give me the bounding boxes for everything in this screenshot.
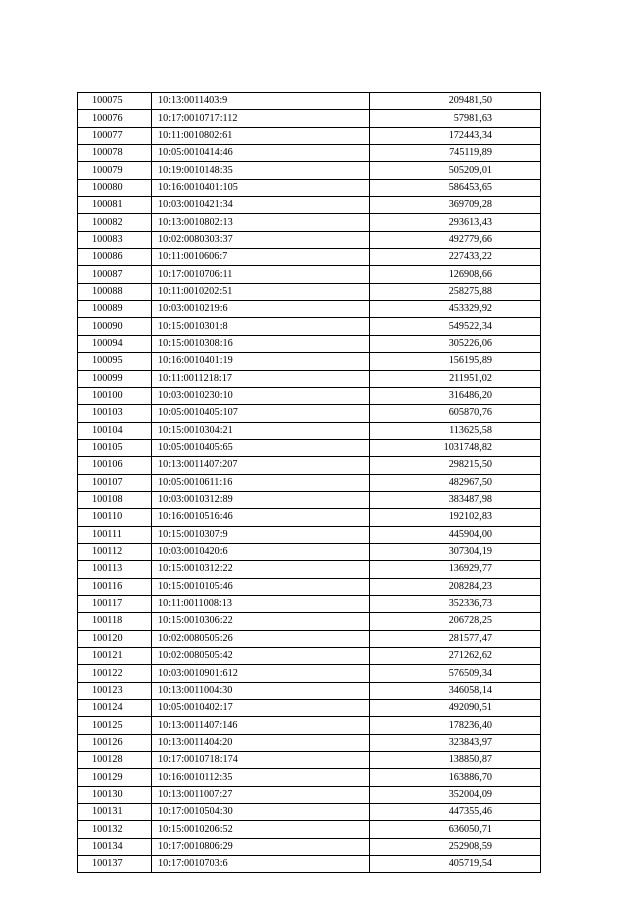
record-id-cell: 100094 xyxy=(78,335,152,352)
amount-cell: 549522,34 xyxy=(370,318,541,335)
record-id-cell: 100113 xyxy=(78,561,152,578)
record-id-cell: 100089 xyxy=(78,301,152,318)
table-row xyxy=(78,509,541,526)
table-row xyxy=(78,838,541,855)
amount-cell: 208284,23 xyxy=(370,578,541,595)
amount-cell: 307304,19 xyxy=(370,543,541,560)
table-row xyxy=(78,613,541,630)
table-row xyxy=(78,301,541,318)
record-id-cell: 100130 xyxy=(78,786,152,803)
amount-cell: 352004,09 xyxy=(370,786,541,803)
cadastral-number-cell: 10:15:0010206:52 xyxy=(152,821,370,838)
cadastral-number-cell: 10:15:0010308:16 xyxy=(152,335,370,352)
table-row xyxy=(78,578,541,595)
cadastral-number-cell: 10:17:0010703:6 xyxy=(152,856,370,873)
record-id-cell: 100075 xyxy=(78,93,152,110)
amount-cell: 323843,97 xyxy=(370,734,541,751)
amount-cell: 163886,70 xyxy=(370,769,541,786)
cadastral-number-cell: 10:03:0010420:6 xyxy=(152,543,370,560)
cadastral-number-cell: 10:03:0010312:89 xyxy=(152,491,370,508)
table-row xyxy=(78,595,541,612)
record-id-cell: 100080 xyxy=(78,179,152,196)
cadastral-number-cell: 10:05:0010405:65 xyxy=(152,439,370,456)
table-row xyxy=(78,491,541,508)
amount-cell: 482967,50 xyxy=(370,474,541,491)
amount-cell: 505209,01 xyxy=(370,162,541,179)
record-id-cell: 100118 xyxy=(78,613,152,630)
cadastral-number-cell: 10:13:0011404:20 xyxy=(152,734,370,751)
cadastral-number-cell: 10:03:0010421:34 xyxy=(152,197,370,214)
document-page xyxy=(77,92,541,873)
table-row xyxy=(78,752,541,769)
table-row xyxy=(78,145,541,162)
table-row xyxy=(78,405,541,422)
amount-cell: 178236,40 xyxy=(370,717,541,734)
table-row xyxy=(78,734,541,751)
table-row xyxy=(78,665,541,682)
cadastral-number-cell: 10:05:0010414:46 xyxy=(152,145,370,162)
cadastral-number-cell: 10:15:0010306:22 xyxy=(152,613,370,630)
table-row xyxy=(78,127,541,144)
record-id-cell: 100123 xyxy=(78,682,152,699)
cadastral-number-cell: 10:11:0011008:13 xyxy=(152,595,370,612)
amount-cell: 346058,14 xyxy=(370,682,541,699)
table-row xyxy=(78,266,541,283)
record-id-cell: 100131 xyxy=(78,804,152,821)
cadastral-number-cell: 10:03:0010230:10 xyxy=(152,387,370,404)
record-id-cell: 100105 xyxy=(78,439,152,456)
table-row xyxy=(78,93,541,110)
table-row xyxy=(78,630,541,647)
table-row xyxy=(78,335,541,352)
amount-cell: 298215,50 xyxy=(370,457,541,474)
cadastral-number-cell: 10:15:0010312:22 xyxy=(152,561,370,578)
amount-cell: 57981,63 xyxy=(370,110,541,127)
record-id-cell: 100121 xyxy=(78,648,152,665)
amount-cell: 172443,34 xyxy=(370,127,541,144)
table-row xyxy=(78,110,541,127)
table-row xyxy=(78,821,541,838)
table-row xyxy=(78,249,541,266)
cadastral-number-cell: 10:05:0010405:107 xyxy=(152,405,370,422)
amount-cell: 605870,76 xyxy=(370,405,541,422)
table-row xyxy=(78,439,541,456)
cadastral-number-cell: 10:13:0011407:146 xyxy=(152,717,370,734)
record-id-cell: 100110 xyxy=(78,509,152,526)
amount-cell: 113625,58 xyxy=(370,422,541,439)
record-id-cell: 100137 xyxy=(78,856,152,873)
record-id-cell: 100087 xyxy=(78,266,152,283)
amount-cell: 447355,46 xyxy=(370,804,541,821)
table-row xyxy=(78,197,541,214)
cadastral-number-cell: 10:11:0010802:61 xyxy=(152,127,370,144)
amount-cell: 316486,20 xyxy=(370,387,541,404)
record-id-cell: 100112 xyxy=(78,543,152,560)
data-table xyxy=(77,92,541,873)
table-row xyxy=(78,526,541,543)
table-row xyxy=(78,387,541,404)
record-id-cell: 100117 xyxy=(78,595,152,612)
record-id-cell: 100100 xyxy=(78,387,152,404)
record-id-cell: 100083 xyxy=(78,231,152,248)
cadastral-number-cell: 10:02:0080505:26 xyxy=(152,630,370,647)
record-id-cell: 100076 xyxy=(78,110,152,127)
cadastral-number-cell: 10:03:0010901:612 xyxy=(152,665,370,682)
record-id-cell: 100116 xyxy=(78,578,152,595)
record-id-cell: 100107 xyxy=(78,474,152,491)
cadastral-number-cell: 10:17:0010718:174 xyxy=(152,752,370,769)
record-id-cell: 100126 xyxy=(78,734,152,751)
table-row xyxy=(78,786,541,803)
table-row xyxy=(78,561,541,578)
amount-cell: 445904,00 xyxy=(370,526,541,543)
cadastral-number-cell: 10:16:0010401:105 xyxy=(152,179,370,196)
amount-cell: 492090,51 xyxy=(370,700,541,717)
amount-cell: 636050,71 xyxy=(370,821,541,838)
cadastral-number-cell: 10:16:0010401:19 xyxy=(152,353,370,370)
table-row xyxy=(78,283,541,300)
amount-cell: 192102,83 xyxy=(370,509,541,526)
cadastral-number-cell: 10:02:0080303:37 xyxy=(152,231,370,248)
record-id-cell: 100104 xyxy=(78,422,152,439)
cadastral-number-cell: 10:15:0010105:46 xyxy=(152,578,370,595)
cadastral-number-cell: 10:13:0011407:207 xyxy=(152,457,370,474)
cadastral-number-cell: 10:13:0011007:27 xyxy=(152,786,370,803)
amount-cell: 126908,66 xyxy=(370,266,541,283)
record-id-cell: 100132 xyxy=(78,821,152,838)
cadastral-number-cell: 10:03:0010219:6 xyxy=(152,301,370,318)
record-id-cell: 100106 xyxy=(78,457,152,474)
record-id-cell: 100124 xyxy=(78,700,152,717)
record-id-cell: 100090 xyxy=(78,318,152,335)
table-row xyxy=(78,682,541,699)
amount-cell: 281577,47 xyxy=(370,630,541,647)
cadastral-number-cell: 10:11:0010606:7 xyxy=(152,249,370,266)
cadastral-number-cell: 10:17:0010806:29 xyxy=(152,838,370,855)
amount-cell: 586453,65 xyxy=(370,179,541,196)
cadastral-number-cell: 10:16:0010112:35 xyxy=(152,769,370,786)
amount-cell: 156195,89 xyxy=(370,353,541,370)
amount-cell: 492779,66 xyxy=(370,231,541,248)
record-id-cell: 100134 xyxy=(78,838,152,855)
record-id-cell: 100125 xyxy=(78,717,152,734)
amount-cell: 576509,34 xyxy=(370,665,541,682)
cadastral-number-cell: 10:05:0010402:17 xyxy=(152,700,370,717)
amount-cell: 453329,92 xyxy=(370,301,541,318)
record-id-cell: 100082 xyxy=(78,214,152,231)
record-id-cell: 100108 xyxy=(78,491,152,508)
record-id-cell: 100095 xyxy=(78,353,152,370)
cadastral-number-cell: 10:13:0010802:13 xyxy=(152,214,370,231)
amount-cell: 305226,06 xyxy=(370,335,541,352)
cadastral-number-cell: 10:11:0010202:51 xyxy=(152,283,370,300)
record-id-cell: 100111 xyxy=(78,526,152,543)
cadastral-number-cell: 10:11:0011218:17 xyxy=(152,370,370,387)
amount-cell: 227433,22 xyxy=(370,249,541,266)
record-id-cell: 100122 xyxy=(78,665,152,682)
cadastral-number-cell: 10:16:0010516:46 xyxy=(152,509,370,526)
table-row xyxy=(78,457,541,474)
record-id-cell: 100099 xyxy=(78,370,152,387)
table-row xyxy=(78,370,541,387)
table-row xyxy=(78,769,541,786)
record-id-cell: 100128 xyxy=(78,752,152,769)
amount-cell: 369709,28 xyxy=(370,197,541,214)
cadastral-number-cell: 10:15:0010301:8 xyxy=(152,318,370,335)
table-row xyxy=(78,474,541,491)
record-id-cell: 100103 xyxy=(78,405,152,422)
record-id-cell: 100086 xyxy=(78,249,152,266)
amount-cell: 383487,98 xyxy=(370,491,541,508)
record-id-cell: 100077 xyxy=(78,127,152,144)
cadastral-number-cell: 10:17:0010504:30 xyxy=(152,804,370,821)
cadastral-number-cell: 10:13:0011004:30 xyxy=(152,682,370,699)
record-id-cell: 100078 xyxy=(78,145,152,162)
amount-cell: 252908,59 xyxy=(370,838,541,855)
cadastral-number-cell: 10:17:0010717:112 xyxy=(152,110,370,127)
cadastral-number-cell: 10:13:0011403:9 xyxy=(152,93,370,110)
record-id-cell: 100088 xyxy=(78,283,152,300)
amount-cell: 136929,77 xyxy=(370,561,541,578)
amount-cell: 745119,89 xyxy=(370,145,541,162)
amount-cell: 1031748,82 xyxy=(370,439,541,456)
amount-cell: 209481,50 xyxy=(370,93,541,110)
cadastral-number-cell: 10:02:0080505:42 xyxy=(152,648,370,665)
table-row xyxy=(78,318,541,335)
table-row xyxy=(78,717,541,734)
record-id-cell: 100081 xyxy=(78,197,152,214)
amount-cell: 206728,25 xyxy=(370,613,541,630)
table-row xyxy=(78,162,541,179)
table-row xyxy=(78,804,541,821)
cadastral-number-cell: 10:05:0010611:16 xyxy=(152,474,370,491)
table-row xyxy=(78,422,541,439)
record-id-cell: 100079 xyxy=(78,162,152,179)
table-row xyxy=(78,179,541,196)
amount-cell: 293613,43 xyxy=(370,214,541,231)
cadastral-number-cell: 10:19:0010148:35 xyxy=(152,162,370,179)
table-row xyxy=(78,648,541,665)
cadastral-number-cell: 10:17:0010706:11 xyxy=(152,266,370,283)
table-body xyxy=(78,93,541,873)
cadastral-number-cell: 10:15:0010304:21 xyxy=(152,422,370,439)
amount-cell: 138850,87 xyxy=(370,752,541,769)
amount-cell: 352336,73 xyxy=(370,595,541,612)
table-row xyxy=(78,231,541,248)
table-row xyxy=(78,543,541,560)
table-row xyxy=(78,856,541,873)
table-row xyxy=(78,214,541,231)
amount-cell: 271262,62 xyxy=(370,648,541,665)
table-row xyxy=(78,353,541,370)
amount-cell: 405719,54 xyxy=(370,856,541,873)
record-id-cell: 100120 xyxy=(78,630,152,647)
table-row xyxy=(78,700,541,717)
cadastral-number-cell: 10:15:0010307:9 xyxy=(152,526,370,543)
amount-cell: 211951,02 xyxy=(370,370,541,387)
amount-cell: 258275,88 xyxy=(370,283,541,300)
record-id-cell: 100129 xyxy=(78,769,152,786)
